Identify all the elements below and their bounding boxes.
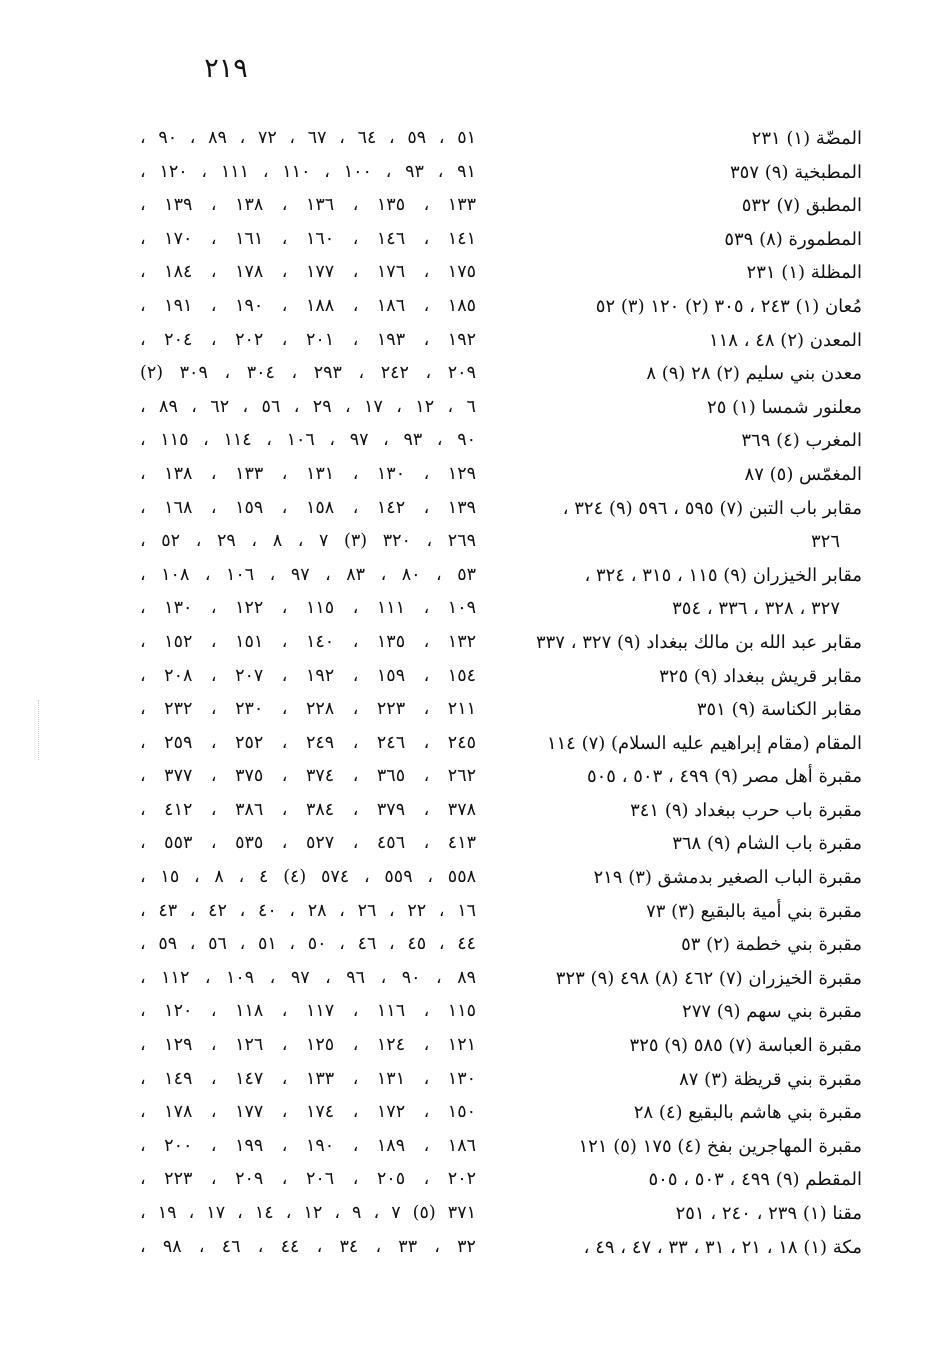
index-entry: مقبرة بني قريظة (٣) ٨٧ bbox=[679, 1068, 862, 1090]
index-entry-continuation: ٣٧٨ ، ٣٧٩ ، ٣٨٤ ، ٣٨٦ ، ٤١٢ ، bbox=[140, 799, 476, 820]
index-entry-continuation: ١٣٣ ، ١٣٥ ، ١٣٦ ، ١٣٨ ، ١٣٩ ، bbox=[140, 195, 476, 216]
index-entry-continuation: ١٦ ، ٢٢ ، ٢٦ ، ٢٨ ، ٤٠ ، ٤٢ ، ٤٣ ، bbox=[140, 900, 477, 921]
index-entry-continuation: ٦ ، ١٢ ، ١٧ ، ٢٩ ، ٥٦ ، ٦٢ ، ٨٩ ، bbox=[140, 396, 476, 417]
index-entry-continuation: ١٢٩ ، ١٣٠ ، ١٣١ ، ١٣٣ ، ١٣٨ ، bbox=[140, 463, 476, 484]
index-entry-continuation: ٢١١ ، ٢٢٣ ، ٢٢٨ ، ٢٣٠ ، ٢٣٢ ، bbox=[140, 699, 476, 720]
index-entry: مُعان (١) ٢٤٣ ، ٣٠٥ (٢) ١٢٠ (٣) ٥٢ bbox=[595, 295, 862, 317]
index-entry-continuation: ١٢١ ، ١٢٤ ، ١٢٥ ، ١٢٦ ، ١٢٩ ، bbox=[140, 1035, 476, 1056]
index-entry-continuation: ١٤١ ، ١٤٦ ، ١٦٠ ، ١٦١ ، ١٧٠ ، bbox=[140, 228, 476, 249]
index-entry: مقبرة العباسة (٧) ٥٨٥ (٩) ٣٢٥ bbox=[629, 1035, 862, 1057]
index-entry: مقابر قريش ببغداد (٩) ٣٢٥ bbox=[659, 665, 862, 687]
index-entry-continuation: ٢٦٩ ، ٣٢٠ (٣) ٧ ، ٨ ، ٢٩ ، ٥٢ ، bbox=[140, 531, 476, 552]
index-entry: مكة (١) ١٨ ، ٢١ ، ٣١ ، ٣٣ ، ٤٧ ، ٤٩ ، bbox=[583, 1236, 862, 1258]
index-entry-continuation: ١٥٤ ، ١٥٩ ، ١٩٢ ، ٢٠٧ ، ٢٠٨ ، bbox=[140, 665, 476, 686]
index-entry: مقابر الخيزران (٩) ١١٥ ، ٣١٥ ، ٣٢٤ ، bbox=[584, 564, 862, 586]
index-entry: المطبخية (٩) ٣٥٧ bbox=[730, 161, 862, 183]
index-entry: المضّة (١) ٢٣١ bbox=[751, 128, 862, 149]
index-entry-continuation: ٤١٣ ، ٤٥٦ ، ٥٢٧ ، ٥٣٥ ، ٥٥٣ ، bbox=[140, 833, 476, 854]
index-column-right bbox=[520, 122, 862, 1264]
page-number: ٢١٩ bbox=[204, 53, 248, 84]
index-entry-continuation: ٢٠٢ ، ٢٠٥ ، ٢٠٦ ، ٢٠٩ ، ٢٢٣ ، bbox=[140, 1169, 476, 1190]
index-entry: مقبرة بني أمية بالبقيع (٣) ٧٣ bbox=[646, 900, 862, 922]
index-entry-continuation: ٥١ ، ٥٩ ، ٦٤ ، ٦٧ ، ٧٢ ، ٨٩ ، ٩٠ ، bbox=[140, 128, 477, 148]
index-entry: المظلة (١) ٢٣١ bbox=[746, 262, 862, 284]
index-entry-continuation: ٢٠٩ ، ٢٤٢ ، ٢٩٣ ، ٣٠٤ ، ٣٠٩ (٢) bbox=[140, 363, 476, 384]
index-entry-continuation: ٥٣ ، ٨٠ ، ٨٣ ، ٩٧ ، ١٠٦ ، ١٠٨ ، bbox=[140, 564, 476, 585]
index-entry-continuation: ٨٩ ، ٩٠ ، ٩٦ ، ٩٧ ، ١٠٩ ، ١١٢ ، bbox=[140, 967, 476, 988]
index-entry: مقبرة المهاجرين بفخ (٤) ١٧٥ (٥) ١٢١ bbox=[578, 1135, 862, 1157]
index-entry: مقبرة الخيزران (٧) ٤٦٢ (٨) ٤٩٨ (٩) ٣٢٣ bbox=[555, 967, 862, 989]
index-entry: مقبرة باب حرب ببغداد (٩) ٣٤١ bbox=[630, 799, 862, 821]
index-entry-continuation: ٤٤ ، ٤٥ ، ٤٦ ، ٥٠ ، ٥١ ، ٥٦ ، ٥٩ ، bbox=[140, 934, 477, 955]
index-entry-continuation: ٩٠ ، ٩٣ ، ٩٧ ، ١٠٦ ، ١١٤ ، ١١٥ ، bbox=[140, 430, 477, 451]
index-entry: معدن بني سليم (٢) ٢٨ (٩) ٨ bbox=[646, 363, 862, 385]
index-entry-continuation: ١٨٦ ، ١٨٩ ، ١٩٠ ، ١٩٩ ، ٢٠٠ ، bbox=[140, 1135, 476, 1156]
index-entry: المطبق (٧) ٥٣٢ bbox=[741, 195, 862, 217]
index-entry: المقطم (٩) ٤٩٩ ، ٥٠٣ ، ٥٠٥ bbox=[648, 1169, 862, 1191]
index-entry: مقبرة أهل مصر (٩) ٤٩٩ ، ٥٠٣ ، ٥٠٥ bbox=[586, 766, 862, 788]
index-entry: معلنور شمسا (١) ٢٥ bbox=[707, 396, 862, 418]
index-entry-continuation: ١٨٥ ، ١٨٦ ، ١٨٨ ، ١٩٠ ، ١٩١ ، bbox=[140, 295, 476, 316]
index-entry: المعدن (٢) ٤٨ ، ١١٨ bbox=[708, 329, 862, 351]
index-entry-continuation: ٢٦٢ ، ٣٦٥ ، ٣٧٤ ، ٣٧٥ ، ٣٧٧ ، bbox=[140, 766, 476, 787]
index-column-left bbox=[140, 122, 476, 1264]
index-entry-continuation: ١٩٢ ، ١٩٣ ، ٢٠١ ، ٢٠٢ ، ٢٠٤ ، bbox=[140, 329, 476, 350]
index-entry: مقبرة الباب الصغير بدمشق (٣) ٢١٩ bbox=[593, 867, 862, 889]
index-entry: مقبرة بني هاشم بالبقيع (٤) ٢٨ bbox=[633, 1102, 862, 1124]
index-entry: المطمورة (٨) ٥٣٩ bbox=[724, 228, 862, 250]
index-entry: المغمّس (٥) ٨٧ bbox=[744, 463, 862, 485]
index-entry-continuation: ١٧٥ ، ١٧٦ ، ١٧٧ ، ١٧٨ ، ١٨٤ ، bbox=[140, 262, 476, 283]
margin-speckle bbox=[38, 700, 41, 760]
index-entry-continuation: ٢٤٥ ، ٢٤٦ ، ٢٤٩ ، ٢٥٢ ، ٢٥٩ ، bbox=[140, 732, 476, 753]
index-entry-continuation: ١٣٠ ، ١٣١ ، ١٣٣ ، ١٤٧ ، ١٤٩ ، bbox=[140, 1068, 476, 1089]
index-entry: مقابر عبد الله بن مالك ببغداد (٩) ٣٢٧ ، ٣٣٧ bbox=[535, 631, 862, 653]
index-entry-continuation: ١٠٩ ، ١١١ ، ١١٥ ، ١٢٢ ، ١٣٠ ، bbox=[140, 598, 476, 619]
index-entry: مقبرة بني خطمة (٢) ٥٣ bbox=[681, 934, 862, 956]
index-entry-continuation: ٥٥٨ ، ٥٥٩ ، ٥٧٤ (٤) ٤ ، ٨ ، ١٥ ، bbox=[140, 867, 476, 888]
index-entry-continuation: ٣٢ ، ٣٣ ، ٣٤ ، ٤٤ ، ٤٦ ، ٩٨ ، bbox=[140, 1236, 476, 1257]
index-entry: مقبرة باب الشام (٩) ٣٦٨ bbox=[672, 833, 862, 855]
index-entry: مقبرة بني سهم (٩) ٢٧٧ bbox=[682, 1001, 862, 1023]
index-entry: مقابر باب التبن (٧) ٥٩٥ ، ٥٩٦ (٩) ٣٢٤ ، bbox=[562, 497, 862, 519]
index-entry-continuation: ١١٥ ، ١١٦ ، ١١٧ ، ١١٨ ، ١٢٠ ، bbox=[140, 1001, 476, 1022]
index-entry-continuation: ١٣٢ ، ١٣٥ ، ١٤٠ ، ١٥١ ، ١٥٢ ، bbox=[140, 631, 476, 652]
index-entry-continuation: ٣٢٦ bbox=[810, 531, 840, 553]
index-entry: المقام (مقام إبراهيم عليه السلام) (٧) ١١٤ bbox=[546, 732, 862, 754]
index-entry-continuation: ٩١ ، ٩٣ ، ١٠٠ ، ١١٠ ، ١١١ ، ١٢٠ ، bbox=[140, 161, 476, 182]
index-entry: مقنا (١) ٢٣٩ ، ٢٤٠ ، ٢٥١ bbox=[675, 1203, 862, 1224]
index-entry-continuation: ٣٧١ (٥) ٧ ، ٩ ، ١٢ ، ١٤ ، ١٧ ، ١٩ ، bbox=[140, 1203, 476, 1223]
index-entry-continuation: ١٥٠ ، ١٧٢ ، ١٧٤ ، ١٧٧ ، ١٧٨ ، bbox=[140, 1102, 476, 1123]
index-entry: المغرب (٤) ٣٦٩ bbox=[741, 430, 862, 452]
index-entry: مقابر الكناسة (٩) ٣٥١ bbox=[696, 699, 862, 721]
index-entry-continuation: ١٣٩ ، ١٤٢ ، ١٥٨ ، ١٥٩ ، ١٦٨ ، bbox=[140, 497, 476, 518]
index-entry-continuation: ٣٢٧ ، ٣٢٨ ، ٣٣٦ ، ٣٥٤ bbox=[672, 598, 840, 620]
